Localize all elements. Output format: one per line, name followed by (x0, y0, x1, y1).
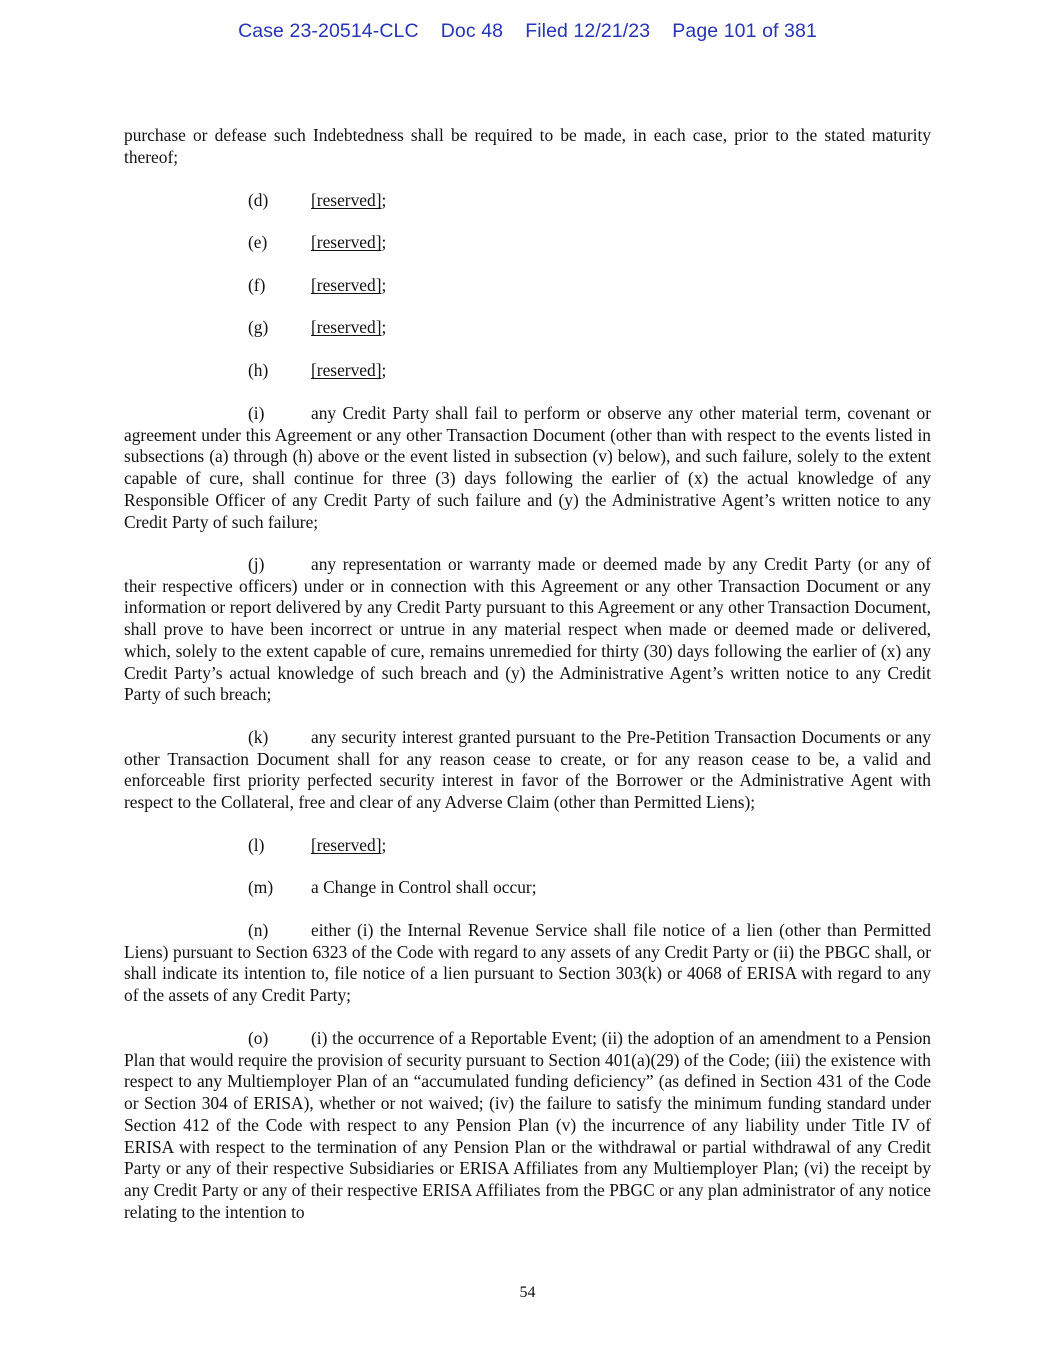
case-header (0, 20, 1055, 43)
item-label: (k) (248, 727, 269, 747)
item-label: (j) (248, 554, 265, 574)
item-label: (m) (248, 877, 274, 897)
page-count: Page 101 of 381 (672, 20, 817, 42)
item-punct: ; (381, 275, 387, 295)
item-label: (n) (248, 920, 269, 940)
paragraph-k (124, 727, 931, 814)
item-punct: ; (381, 360, 387, 380)
paragraph-text: any Credit Party shall fail to perform or observe any other material term, covenant or agreement under this Agreement or any other Transaction Document (other than with respect to the events listed in subsections (a) through (h) above or the event listed in subsection (v) below), and such failure, solely to the extent capable of cure, shall continue for three (3) days following the earlier of (x) the actual knowledge of any Responsible Officer of any Credit Party of such failure and (y) the Administrative Agent’s written notice to any Credit Party of such failure; (124, 403, 931, 532)
list-item-l (248, 835, 386, 857)
item-label: (g) (248, 317, 269, 337)
reserved-text: [reserved] (311, 232, 382, 252)
reserved-text: [reserved] (311, 317, 382, 337)
reserved-text: [reserved] (311, 190, 382, 210)
item-punct: ; (381, 317, 387, 337)
item-label: (h) (248, 360, 269, 380)
paragraph-j (124, 554, 931, 706)
item-label: (f) (248, 275, 266, 295)
list-item-e (248, 232, 386, 254)
list-item-d (248, 190, 386, 212)
item-label: (d) (248, 190, 269, 210)
item-punct: ; (381, 190, 387, 210)
item-punct: ; (381, 232, 387, 252)
item-label: (l) (248, 835, 265, 855)
continuation-paragraph: purchase or defease such Indebtedness shall be required to be made, in each case, prior to the stated maturity thereof; (124, 125, 931, 167)
doc-number: Doc 48 (440, 20, 504, 42)
item-label: (e) (248, 232, 268, 252)
paragraph-i (124, 403, 931, 533)
reserved-text: [reserved] (311, 275, 382, 295)
page-number: 54 (519, 1284, 536, 1301)
case-number: Case 23-20514-CLC (238, 20, 419, 42)
list-item-f (248, 275, 386, 297)
filed-date: Filed 12/21/23 (525, 20, 651, 42)
reserved-text: [reserved] (311, 835, 382, 855)
paragraph-text: any representation or warranty made or deemed made by any Credit Party (or any of their respective officers) under or in connection with this Agreement or any other Transaction Document or any information or report delivered by any Credit Party pursuant to this Agreement or any other Transaction Document, shall prove to have been incorrect or untrue in any material respect when made or deemed made or delivered, which, solely to the extent capable of cure, remains unremedied for thirty (30) days following the earlier of (x) any Credit Party’s actual knowledge of such breach and (y) the Administrative Agent’s written notice to any Credit Party of such breach; (124, 554, 931, 705)
paragraph-text: any security interest granted pursuant to the Pre-Petition Transaction Documents or any other Transaction Document shall for any reason cease to create, or for any reason cease to be, a valid and enforceable first priority perfected security interest in favor of the Borrower or the Administrative Agent with respect to the Collateral, free and clear of any Adverse Claim (other than Permitted Liens); (124, 727, 931, 813)
list-item-m (248, 877, 537, 899)
paragraph-text: (i) the occurrence of a Reportable Event; (ii) the adoption of an amendment to a Pension Plan that would require the provision of security pursuant to Section 401(a)(29) of the Code; (iii) the existence with respect to any Multiemployer Plan of an “accumulated funding deficiency” (as defined in Section 431 of the Code or Section 304 of ERISA), whether or not waived; (iv) the failure to satisfy the minimum funding standard under Section 412 of the Code with respect to any Pension Plan (v) the incurrence of any liability under Title IV of ERISA with respect to the termination of any Pension Plan or the withdrawal or partial withdrawal of any Credit Party or any of their respective Subsidiaries or ERISA Affiliates from any Multiemployer Plan; (vi) the receipt by any Credit Party or any of their respective ERISA Affiliates from the PBGC or any plan administrator of any notice relating to the intention to (124, 1028, 931, 1222)
item-punct: ; (381, 835, 387, 855)
paragraph-n (124, 920, 931, 1007)
item-label: (o) (248, 1028, 269, 1048)
reserved-text: [reserved] (311, 360, 382, 380)
list-item-g (248, 317, 386, 339)
paragraph-text: either (i) the Internal Revenue Service shall file notice of a lien (other than Permitted Liens) pursuant to Section 6323 of the Code with regard to any assets of any Credit Party or (ii) the PBGC shall, or shall indicate its intention to, file notice of a lien pursuant to Section 303(k) or 4068 of ERISA with regard to any of the assets of any Credit Party; (124, 920, 931, 1006)
paragraph-o (124, 1028, 931, 1223)
item-label: (i) (248, 403, 265, 423)
list-item-h (248, 360, 386, 382)
item-text: a Change in Control shall occur; (311, 877, 537, 897)
